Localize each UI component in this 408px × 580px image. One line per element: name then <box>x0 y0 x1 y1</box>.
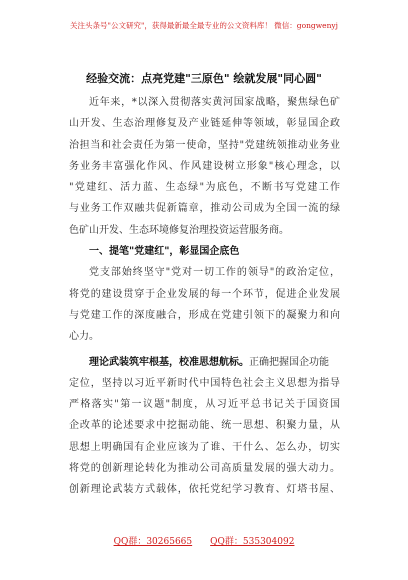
text-line: "党建红、活力蓝、生态绿"为底色，不断书写党建工作 <box>69 182 340 194</box>
document-title: 经验交流：点亮党建"三原色" 绘就发展"同心圆" <box>86 72 322 85</box>
text-line: 色矿山开发、生态环境修复治理投资运营服务商。 <box>69 224 289 236</box>
paragraph-party-leadership <box>69 262 340 347</box>
text-line: 定位，坚持以习近平新时代中国特色社会主义思想为指导 <box>69 377 340 389</box>
text-line: 与党建工作的深度融合，形成在党建引领下的凝聚力和向 <box>69 309 340 321</box>
text-line: 治担当和社会责任为第一使命，坚持"党建统领推动业务业 <box>69 139 340 151</box>
paragraph-intro <box>69 92 340 241</box>
text-line: 思想上明确国有企业应该为了谁、干什么、怎么办，切实 <box>69 441 340 453</box>
text-line: 严格落实"第一议题"制度，从习近平总书记关于国资国 <box>69 399 340 411</box>
text-line: 将党的建设贯穿于企业发展的每一个环节，促进企业发展 <box>69 288 340 300</box>
paragraph-theory <box>69 352 340 501</box>
footer-qq-group-1: QQ群：30265665 <box>113 537 193 547</box>
top-banner: 关注头条号"公文研究"，获得最新最全最专业的公文资料库！ 微信：gongwenyj <box>70 21 338 30</box>
text-line: 企改革的论述要求中挖掘动能、统一思想、积聚力量，从 <box>69 420 340 432</box>
lead-in-rest: 正确把握国企功能 <box>249 356 329 368</box>
text-line: 务业务丰富强化作风、作风建设树立形象"核心理念，以 <box>69 160 340 172</box>
footer-contact <box>0 534 408 547</box>
text-line: 山开发、生态治理修复及产业链延伸等领域，彰显国企政 <box>69 118 340 130</box>
text-line <box>69 352 340 373</box>
text-line: 近年来，*以深入贯彻落实黄河国家战略，聚焦绿色矿 <box>89 97 340 108</box>
text-line: 心力。 <box>69 331 99 343</box>
section-heading: 一、提笔"党建红"，彰显国企底色 <box>89 246 240 258</box>
text-line: 将党的创新理论转化为推动公司高质量发展的强大动力。 <box>69 463 340 475</box>
text-line: 与业务工作双融共促新篇章，推动公司成为全国一流的绿 <box>69 203 340 215</box>
lead-in-bold: 理论武装筑牢根基，校准思想航标。 <box>89 356 249 368</box>
text-line: 党支部始终坚守"党对一切工作的领导"的政治定位， <box>89 267 340 279</box>
document-body <box>69 92 340 501</box>
text-line: 创新理论武装方式载体，依托党纪学习教育、灯塔书屋、 <box>69 484 340 496</box>
footer-qq-group-2: QQ群：535304092 <box>210 537 295 547</box>
